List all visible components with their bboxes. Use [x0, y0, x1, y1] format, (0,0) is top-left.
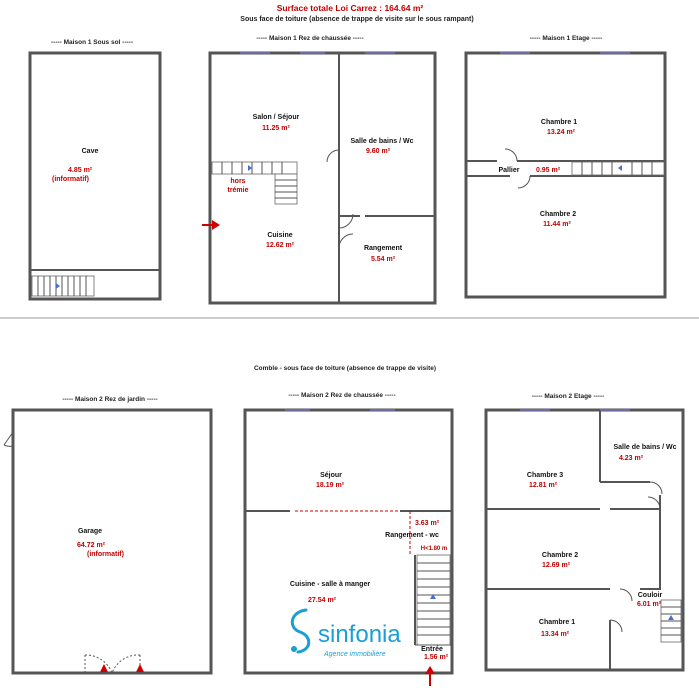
etage-staircase: [572, 162, 664, 175]
room-area-entree: 1.56 m²: [423, 654, 449, 661]
room-area-chambre2-m1: 11.44 m²: [543, 221, 571, 228]
room-name-sejour: Séjour: [320, 472, 342, 479]
room-name-cave: Cave: [81, 148, 99, 155]
room-area-chambre1-m2: 13.34 m²: [540, 631, 570, 638]
room-note-cave: (informatif): [52, 176, 89, 183]
room-name-salon: Salon / Séjour: [252, 114, 300, 121]
room-name-couloir: Couloir: [637, 592, 663, 599]
room-name-chambre2-m1: Chambre 2: [539, 211, 577, 218]
rdc2-staircase: [417, 555, 450, 645]
plan-m1-sous-sol: [30, 53, 160, 299]
room-area-chambre3: 12.81 m²: [528, 482, 558, 489]
room-name-rangement: Rangement: [363, 245, 403, 252]
plan-m1-rdc: [202, 53, 435, 303]
room-area-chambre1-m1: 13.24 m²: [546, 129, 576, 136]
room-area-pallier: 0.95 m²: [535, 167, 561, 174]
room-area-garage: 64.72 m²: [77, 542, 106, 549]
room-area-couloir: 6.01 m²: [636, 601, 662, 608]
room-name-sdb2: Salle de bains / Wc: [613, 444, 677, 451]
room-name-chambre1-m2: Chambre 1: [538, 619, 576, 626]
room-name-garage: Garage: [77, 528, 103, 535]
section-title-m1-sous-sol: ----- Maison 1 Sous sol -----: [51, 39, 133, 46]
etage2-staircase: [661, 600, 681, 642]
room-name-cuisine: Cuisine: [267, 232, 293, 239]
room-name-cuisine2: Cuisine - salle à manger: [289, 581, 371, 588]
section-title-m2-etage: ----- Maison 2 Etage -----: [531, 393, 605, 400]
room-area-rangement: 5.54 m²: [370, 256, 396, 263]
label-tremie: trémie: [227, 187, 249, 194]
section-title-m2-rdc: ----- Maison 2 Rez de chaussée -----: [288, 392, 396, 399]
entry-arrow-icon: [425, 666, 435, 686]
room-name-chambre3: Chambre 3: [526, 472, 564, 479]
garage-door-icon: [85, 655, 140, 673]
plan-m2-etage: [486, 410, 683, 670]
rdc-staircase: [212, 162, 297, 204]
section-title-comble: Comble - sous face de toiture (absence de trappe de visite): [253, 365, 437, 372]
room-area-rangement-wc: 3.63 m²: [414, 520, 440, 527]
room-area-sdb: 9.60 m²: [365, 148, 391, 155]
room-height-rangement-wc: H<1.80 m: [420, 546, 448, 552]
entry-arrow-icon: [136, 664, 144, 672]
plan-title: Surface totale Loi Carrez : 164.64 m²: [276, 3, 424, 13]
logo-tagline: Agence immobilière: [324, 651, 386, 658]
label-hors: hors: [230, 178, 246, 185]
plan-m2-jardin: [4, 410, 211, 673]
room-note-garage: (informatif): [87, 551, 124, 558]
room-area-cave: 4.85 m²: [68, 167, 93, 174]
room-name-entree: Entrée: [421, 646, 443, 653]
door-swing-icon: [339, 234, 353, 248]
room-area-sejour: 18.19 m²: [315, 482, 345, 489]
plan-subtitle: Sous face de toiture (absence de trappe de visite sur le sous rampant): [240, 16, 474, 23]
room-area-chambre2-m2: 12.69 m²: [541, 562, 571, 569]
room-name-sdb: Salle de bains / Wc: [350, 138, 414, 145]
room-name-rangement-wc: Rangement - wc: [385, 532, 439, 539]
room-name-chambre2-m2: Chambre 2: [541, 552, 579, 559]
room-name-chambre1-m1: Chambre 1: [540, 119, 578, 126]
logo-brand: sinfonia: [318, 621, 401, 648]
plan-m1-etage: [466, 53, 665, 297]
sinfonia-logo: [291, 610, 401, 658]
section-title-m2-jardin: ----- Maison 2 Rez de jardin -----: [62, 396, 158, 403]
room-area-salon: 11.25 m²: [262, 125, 290, 132]
cave-staircase: [32, 276, 94, 296]
section-title-m1-rdc: ----- Maison 1 Rez de chaussée -----: [256, 35, 364, 42]
entry-arrow-icon: [100, 664, 108, 672]
room-area-cuisine: 12.62 m²: [265, 242, 295, 249]
room-name-pallier: Pallier: [498, 167, 520, 174]
room-area-cuisine2: 27.54 m²: [307, 597, 337, 604]
section-title-m1-etage: ----- Maison 1 Etage -----: [529, 35, 603, 42]
room-area-sdb2: 4.23 m²: [618, 455, 644, 462]
